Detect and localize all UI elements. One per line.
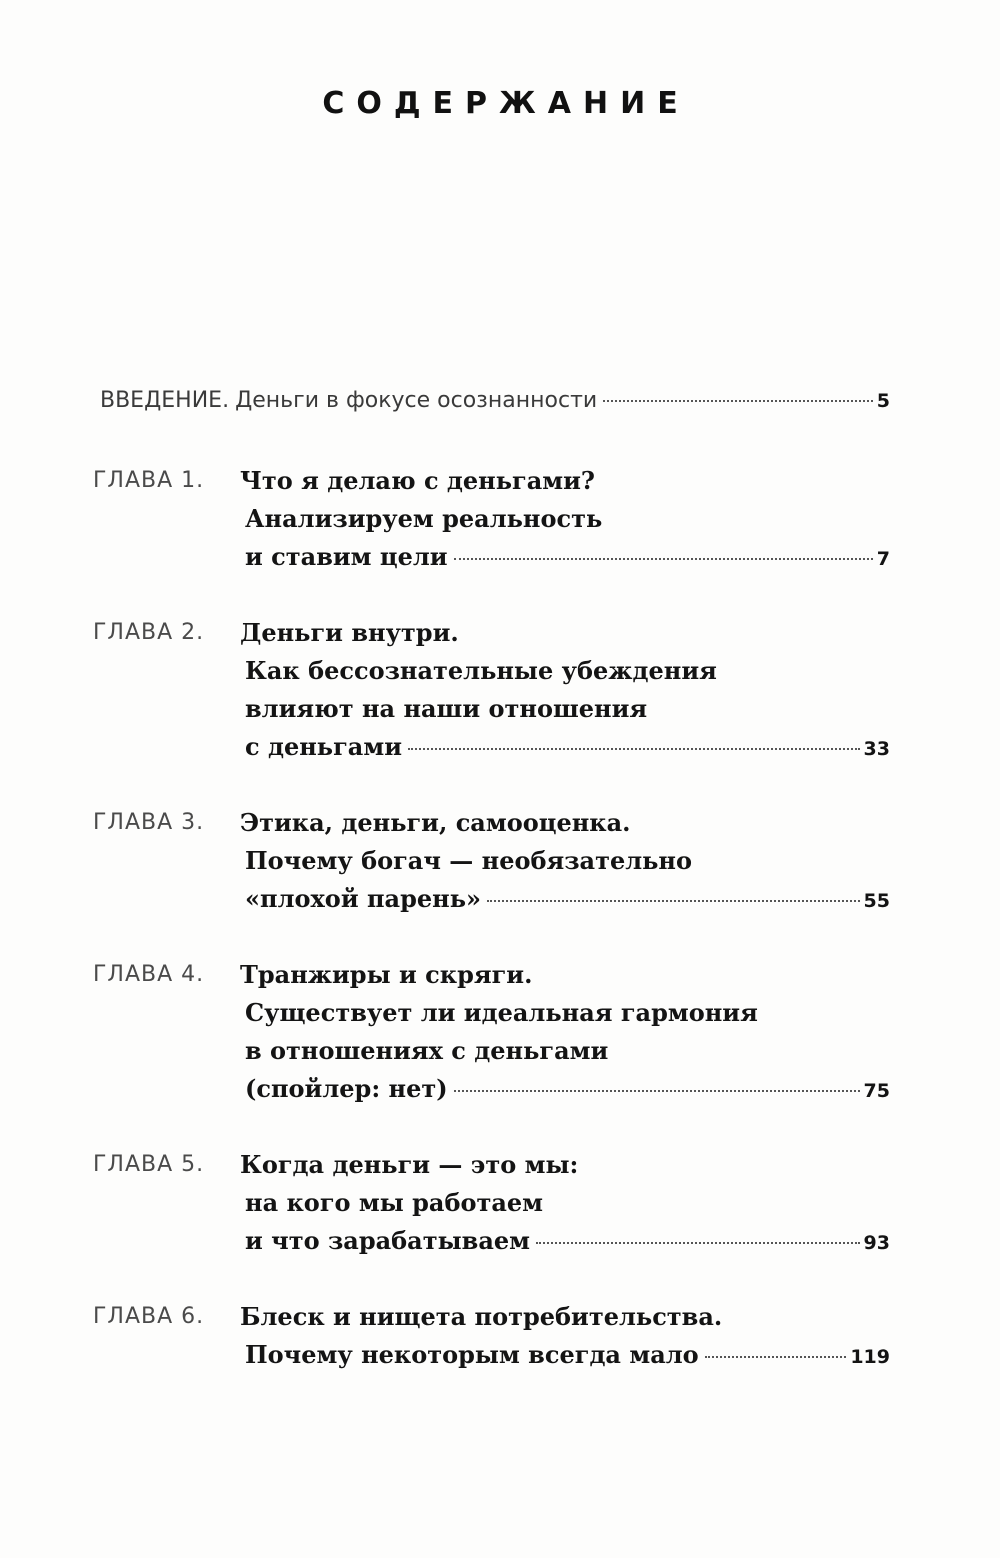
chapter-title [240, 804, 890, 918]
chapter-title-line: (спойлер: нет) [245, 1074, 448, 1103]
dot-leader [487, 900, 860, 902]
chapter-title [240, 614, 890, 766]
chapter-title-line: с деньгами [245, 732, 402, 761]
page-number: 33 [863, 738, 890, 760]
chapter-title-line: в отношениях с деньгами [245, 1036, 609, 1065]
chapter-title-line: и ставим цели [245, 542, 448, 571]
page-number: 75 [863, 1080, 890, 1102]
chapter-title-line: Как бессознательные убеждения [245, 656, 717, 685]
chapter-title-last-line [240, 1222, 890, 1260]
chapter-label: ГЛАВА 1. [93, 468, 205, 493]
chapter-title-line: Почему некоторым всегда мало [245, 1340, 699, 1369]
chapter-title [240, 956, 890, 1108]
chapter-title-line: Блеск и нищета потребительства. [240, 1302, 723, 1331]
toc-entry-intro[interactable] [100, 388, 890, 422]
chapter-label: ГЛАВА 3. [93, 810, 205, 835]
chapter-title-line: и что зарабатываем [245, 1226, 530, 1255]
chapter-title-last-line [240, 538, 890, 576]
dot-leader [603, 400, 873, 402]
page-number: 5 [876, 390, 890, 412]
chapter-label: ГЛАВА 5. [93, 1152, 205, 1177]
chapter-title-line: «плохой парень» [245, 884, 481, 913]
chapter-title-line: Деньги внутри. [240, 618, 459, 647]
chapter-label: ГЛАВА 6. [93, 1304, 205, 1329]
page-number: 93 [863, 1232, 890, 1254]
chapter-title-line: Транжиры и скряги. [240, 960, 533, 989]
chapter-title [240, 1298, 890, 1374]
chapter-title-line: влияют на наши отношения [245, 694, 648, 723]
intro-label: ВВЕДЕНИЕ. [100, 388, 230, 413]
chapter-title-line: Анализируем реальность [245, 504, 603, 533]
dot-leader [408, 748, 860, 750]
chapter-title-last-line [240, 1070, 890, 1108]
chapter-title-line: Существует ли идеальная гармония [245, 998, 758, 1027]
chapter-title-line: Почему богач — необязательно [245, 846, 692, 875]
dot-leader [705, 1356, 847, 1358]
dot-leader [454, 558, 873, 560]
chapter-title-last-line [240, 1336, 890, 1374]
page-number: 55 [863, 890, 890, 912]
dot-leader [454, 1090, 860, 1092]
chapter-title [240, 1146, 890, 1260]
chapter-label: ГЛАВА 4. [93, 962, 205, 987]
dot-leader [536, 1242, 860, 1244]
intro-title: Деньги в фокусе осознанности [235, 388, 598, 413]
page-title: СОДЕРЖАНИЕ [322, 86, 690, 121]
chapter-label: ГЛАВА 2. [93, 620, 205, 645]
chapter-title-last-line [240, 728, 890, 766]
chapter-title-line: на кого мы работаем [245, 1188, 544, 1217]
chapter-title-line: Этика, деньги, самооценка. [240, 808, 631, 837]
page-number: 7 [876, 548, 890, 570]
chapter-title-line: Когда деньги — это мы: [240, 1150, 579, 1179]
chapter-title [240, 462, 890, 576]
chapter-title-line: Что я делаю с деньгами? [240, 466, 595, 495]
chapter-title-last-line [240, 880, 890, 918]
page-number: 119 [850, 1346, 890, 1368]
